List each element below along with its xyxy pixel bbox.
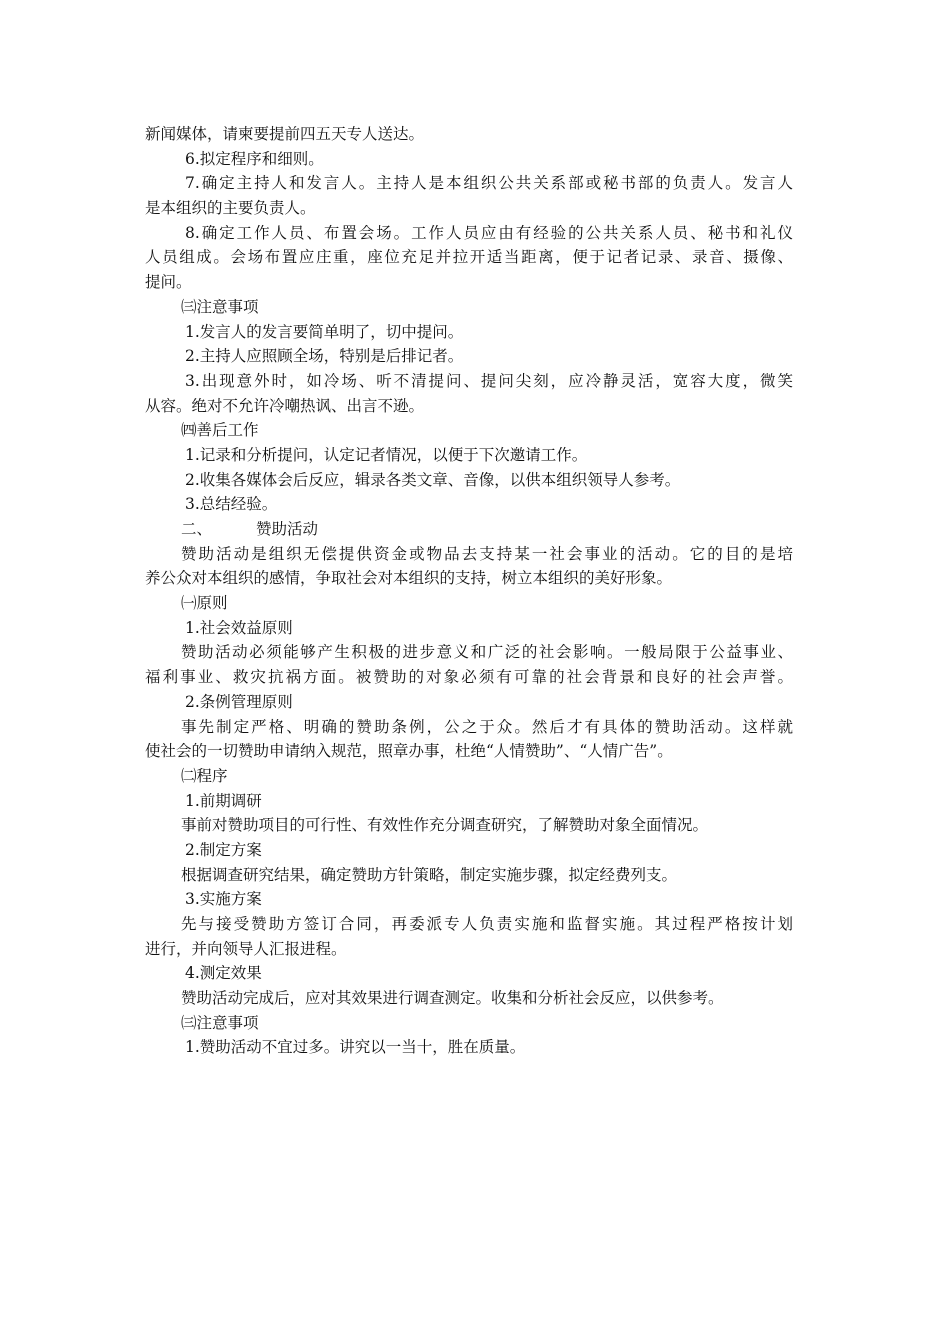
text-line: ㈡程序 (181, 766, 228, 785)
text-line: ㈠原则 (181, 594, 228, 613)
text-line: 1.前期调研 (185, 791, 262, 810)
text-line: ㈢注意事项 (181, 1013, 259, 1032)
text-line: 养公众对本组织的感情，争取社会对本组织的支持，树立本组织的美好形象。 (145, 569, 673, 588)
text-line: 事先制定严格、明确的赞助条例，公之于众。然后才有具体的赞助活动。这样就 (181, 717, 793, 736)
text-line: 4.测定效果 (185, 964, 262, 983)
text-line: 人员组成。会场布置应庄重，座位充足并拉开适当距离，便于记者记录、录音、摄像、 (145, 248, 793, 267)
text-line: 2.制定方案 (185, 840, 262, 859)
text-line: 是本组织的主要负责人。 (145, 199, 316, 218)
document-body (145, 122, 793, 1060)
text-line: 赞助活动完成后，应对其效果进行调查测定。收集和分析社会反应，以供参考。 (181, 989, 724, 1008)
text-line: 先与接受赞助方签订合同，再委派专人负责实施和监督实施。其过程严格按计划 (181, 915, 793, 933)
text-line: 根据调查研究结果，确定赞助方针策略，制定实施步骤，拟定经费列支。 (181, 865, 678, 884)
text-line: 赞助活动必须能够产生积极的进步意义和广泛的社会影响。一般局限于公益事业、 (181, 643, 793, 662)
text-line: 进行，并向领导人汇报进程。 (145, 939, 347, 958)
text-line: 1.赞助活动不宜过多。讲究以一当十，胜在质量。 (185, 1038, 526, 1057)
text-line: 使社会的一切赞助申请纳入规范，照章办事，杜绝“人情赞助”、“人情广告”。 (145, 742, 673, 761)
text-line: 3.实施方案 (185, 890, 262, 909)
text-line: 赞助活动是组织无偿提供资金或物品去支持某一社会事业的活动。它的目的是培 (181, 544, 793, 563)
text-line: 新闻媒体，请柬要提前四五天专人送达。 (145, 125, 425, 143)
text-line: 从容。绝对不允许冷嘲热讽、出言不逊。 (145, 396, 425, 415)
text-line: 2.条例管理原则 (185, 692, 293, 711)
text-line: 3.出现意外时，如冷场、听不清提问、提问尖刻，应冷静灵活，宽容大度，微笑 (185, 371, 793, 390)
text-line: ㈢注意事项 (181, 297, 259, 316)
text-line: 福利事业、救灾抗祸方面。被赞助的对象必须有可靠的社会背景和良好的社会声誉。 (145, 668, 793, 687)
section-title: 赞助活动 (256, 520, 319, 538)
text-line: 6.拟定程序和细则。 (185, 149, 324, 168)
text-line: ㈣善后工作 (181, 421, 259, 440)
section-heading (145, 517, 793, 542)
text-line: 3.总结经验。 (185, 495, 278, 514)
text-line: 1.发言人的发言要简单明了，切中提问。 (185, 322, 464, 341)
text-line: 7.确定主持人和发言人。主持人是本组织公共关系部或秘书部的负责人。发言人 (185, 174, 793, 193)
text-line: 1.记录和分析提问，认定记者情况，以便于下次邀请工作。 (185, 445, 588, 464)
text-line: 提问。 (145, 273, 192, 292)
text-line: 8.确定工作人员、布置会场。工作人员应由有经验的公共关系人员、秘书和礼仪 (185, 223, 793, 242)
text-line: 2.收集各媒体会后反应，辑录各类文章、音像，以供本组织领导人参考。 (185, 470, 681, 489)
text-block-press-conference (145, 122, 793, 517)
text-line: 2.主持人应照顾全场，特别是后排记者。 (185, 347, 464, 366)
text-line: 事前对赞助项目的可行性、有效性作充分调查研究，了解赞助对象全面情况。 (181, 816, 709, 835)
section-number: 二、 (181, 520, 213, 538)
text-block-sponsorship (145, 542, 793, 1060)
text-line: 1.社会效益原则 (185, 618, 293, 637)
